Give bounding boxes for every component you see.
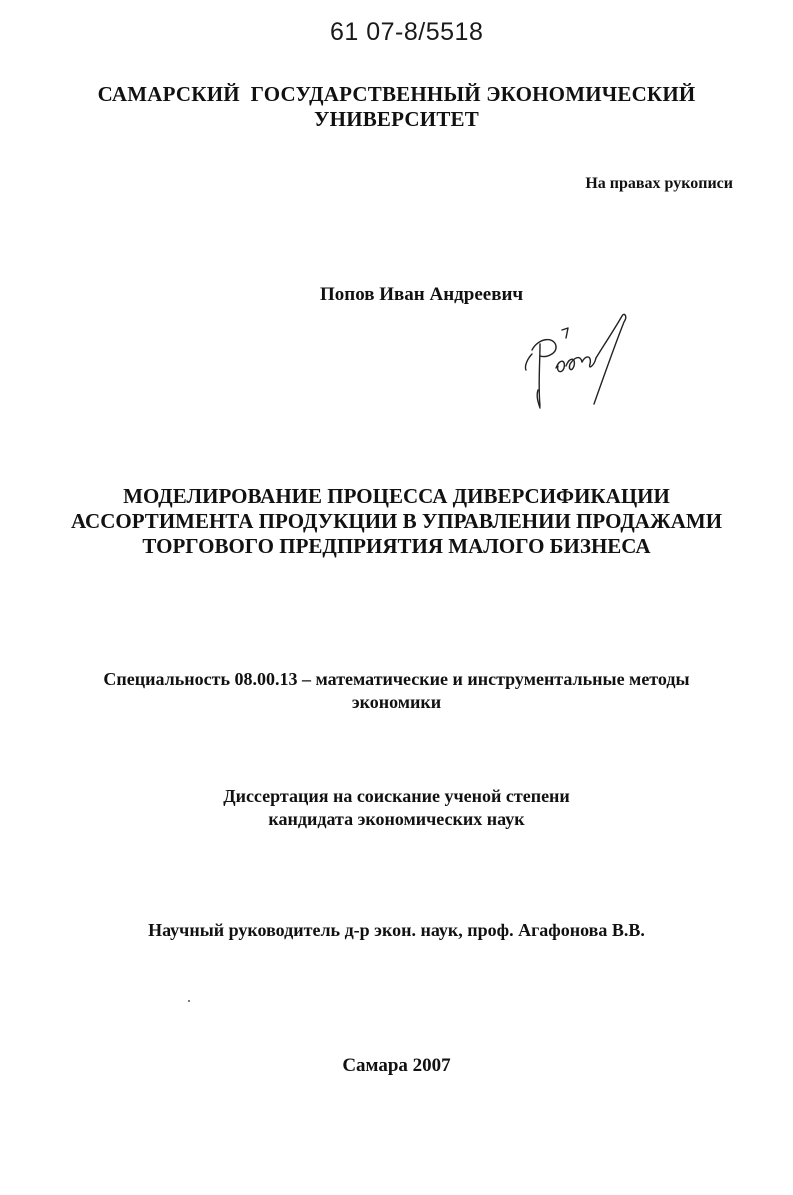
author-name: Попов Иван Андреевич [320,284,524,305]
university-name [0,82,793,132]
specialty [0,668,793,714]
archive-stamp-number: 61 07-8/5518 [330,18,484,46]
specialty-line2: экономики [351,692,442,712]
title-line1: МОДЕЛИРОВАНИЕ ПРОЦЕССА ДИВЕРСИФИКАЦИИ [123,484,670,508]
degree-statement [0,785,793,831]
specialty-line1: Специальность 08.00.13 – математические и инструментальные методы [103,669,690,689]
dissertation-title [0,484,793,559]
title-line2: АССОРТИМЕНТА ПРОДУКЦИИ В УПРАВЛЕНИИ ПРОДАЖАМИ [70,509,723,533]
university-name-line1: САМАРСКИЙ ГОСУДАРСТВЕННЫЙ ЭКОНОМИЧЕСКИЙ [97,82,696,106]
degree-line1: Диссертация на соискание ученой степени [223,786,570,806]
scientific-advisor: Научный руководитель д-р экон. наук, проф. Агафонова В.В. [148,920,645,940]
city-year: Самара 2007 [342,1055,451,1076]
degree-line2: кандидата экономических наук [268,809,525,829]
handwritten-signature [510,308,640,418]
scan-speck [188,1000,190,1002]
title-line3: ТОРГОВОГО ПРЕДПРИЯТИЯ МАЛОГО БИЗНЕСА [142,534,651,558]
rights-note: На правах рукописи [585,175,733,192]
university-name-line2: УНИВЕРСИТЕТ [314,107,479,131]
